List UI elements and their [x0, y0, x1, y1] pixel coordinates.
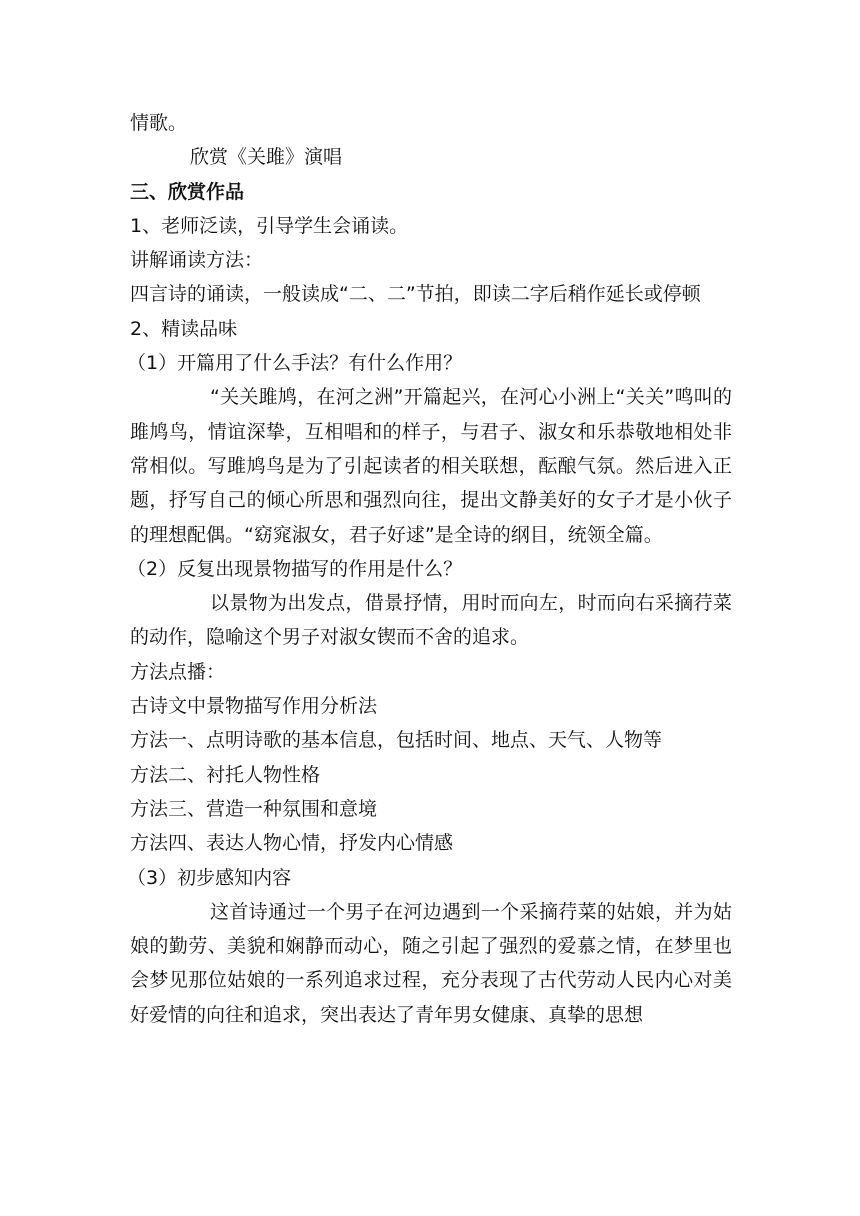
text-line-qingge: 情歌。 — [130, 112, 188, 134]
answer-1-paragraph: “关关雎鸠，在河之洲”开篇起兴，在河心小洲上“关关”鸣叫的雎鸠鸟，情谊深挚，互相唱和的样子，与君子、淑女和乐恭敬地相处非常相似。写雎鸠鸟是为了引起读者的相关联想，酝酿气氛。然后进入正题，抒写自己的倾心所思和强烈向往，提出文静美好的女子才是小伙子的理想配偶。“窈窕淑女，君子好逑”是全诗的纲目，统领全篇。 — [130, 386, 732, 546]
question-3: （3）初步感知内容 — [127, 866, 292, 889]
question-2: （2）反复出现景物描写的作用是什么？ — [127, 557, 463, 580]
method-item-2: 方法二、衬托人物性格 — [130, 763, 321, 786]
method-title: 古诗文中景物描写作用分析法 — [130, 695, 378, 718]
method-item-3: 方法三、营造一种氛围和意境 — [130, 797, 378, 820]
document-body — [127, 106, 732, 1032]
answer-2-paragraph: 以景物为出发点，借景抒情，用时而向左，时而向右采摘荇菜的动作，隐喻这个男子对淑女锲而不舍的追求。 — [130, 592, 732, 649]
reading-method-label: 讲解诵读方法： — [130, 249, 264, 272]
item-2-close-reading: 2、精读品味 — [130, 317, 238, 340]
method-tip-label: 方法点播： — [130, 660, 226, 683]
reading-method-paragraph: 四言诗的诵读，一般读成“二、二”节拍，即读二字后稍作延长或停顿 — [130, 283, 701, 306]
item-1-teacher-reading: 1、老师泛读，引导学生会诵读。 — [130, 214, 409, 237]
appreciate-singing-line: 欣赏《关雎》演唱 — [190, 146, 343, 169]
method-item-4: 方法四、表达人物心情，抒发内心情感 — [130, 832, 454, 855]
question-1: （1）开篇用了什么手法？有什么作用？ — [127, 352, 463, 375]
answer-3-paragraph: 这首诗通过一个男子在河边遇到一个采摘荇菜的姑娘，并为姑娘的勤劳、美貌和娴静而动心，随之引起了强烈的爱慕之情，在梦里也会梦见那位姑娘的一系列追求过程，充分表现了古代劳动人民内心对美好爱情的向往和追求，突出表达了青年男女健康、真挚的思想 — [130, 900, 732, 1026]
section-heading-appreciate-works: 三、欣赏作品 — [130, 180, 245, 203]
method-item-1: 方法一、点明诗歌的基本信息，包括时间、地点、天气、人物等 — [130, 729, 663, 752]
